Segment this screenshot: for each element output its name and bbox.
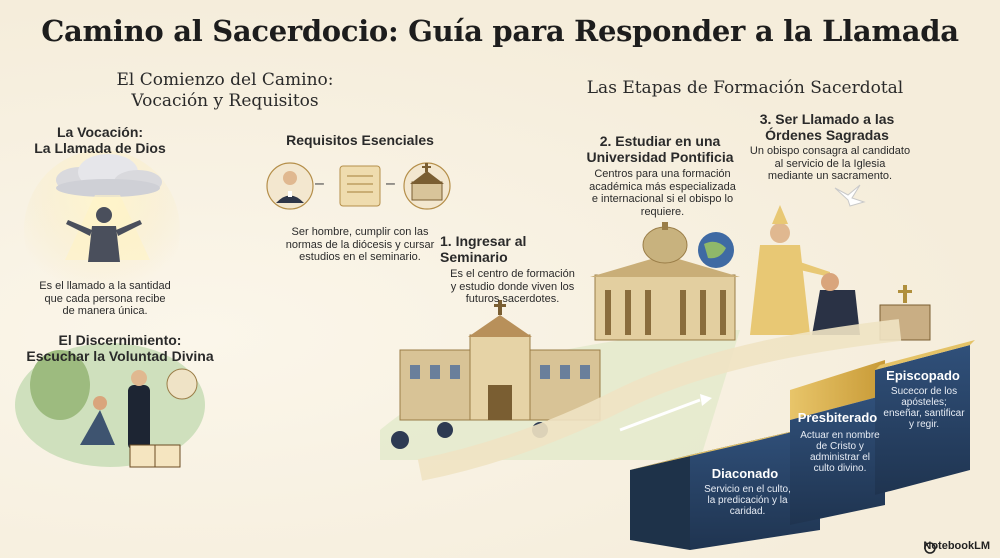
requirements-description: Ser hombre, cumplir con las normas de la diócesis y cursar estudios en el seminario. xyxy=(285,226,435,263)
requirements-connector-2: – xyxy=(386,175,395,192)
step3-description: Un obispo consagra al candidato al servicio de la Iglesia mediante un sacramento. xyxy=(749,145,911,182)
step2-title: 2. Estudiar en una Universidad Pontificia xyxy=(586,133,734,165)
step1-title: 1. Ingresar al Seminario xyxy=(440,233,527,265)
left-section-heading: El Comienzo del Camino: Vocación y Requisitos xyxy=(116,70,334,111)
step3-title: 3. Ser Llamado a las Órdenes Sagradas xyxy=(759,111,895,143)
discernment-title: El Discernimiento: Escuchar la Voluntad Divina xyxy=(26,332,214,364)
step1-description: Es el centro de formación y estudio donde viven los futuros sacerdotes. xyxy=(450,268,575,305)
presbiterado-label: Presbiterado xyxy=(797,410,878,425)
step2-description: Centros para una formación académica más especializada e internacional si el obispo lo requiere. xyxy=(589,168,736,218)
requirements-title: Requisitos Esenciales xyxy=(286,132,434,148)
presbiterado-description: Actuar en nombre de Cristo y administrar el culto divino. xyxy=(800,430,880,474)
brand-logo xyxy=(907,540,990,552)
diaconado-description: Servicio en el culto, la predicación y la caridad. xyxy=(704,484,791,517)
vocation-description: Es el llamado a la santidad que cada persona recibe de manera única. xyxy=(39,280,171,317)
requirements-icons xyxy=(267,163,450,209)
episcopado-label: Episcopado xyxy=(886,368,960,383)
right-section-heading: Las Etapas de Formación Sacerdotal xyxy=(586,78,904,98)
diaconado-label: Diaconado xyxy=(711,466,779,481)
episcopado-description: Sucecor de los apósteles; enseñar, santificar y regir. xyxy=(883,386,965,430)
requirements-connector-1: – xyxy=(315,175,324,192)
vocation-title: La Vocación: La Llamada de Dios xyxy=(34,124,166,156)
university-illustration xyxy=(590,222,740,340)
brand-name: NotebookLM xyxy=(923,540,990,552)
ordination-illustration xyxy=(750,185,930,340)
page-title: Camino al Sacerdocio: Guía para Responder a la Llamada xyxy=(41,14,959,48)
